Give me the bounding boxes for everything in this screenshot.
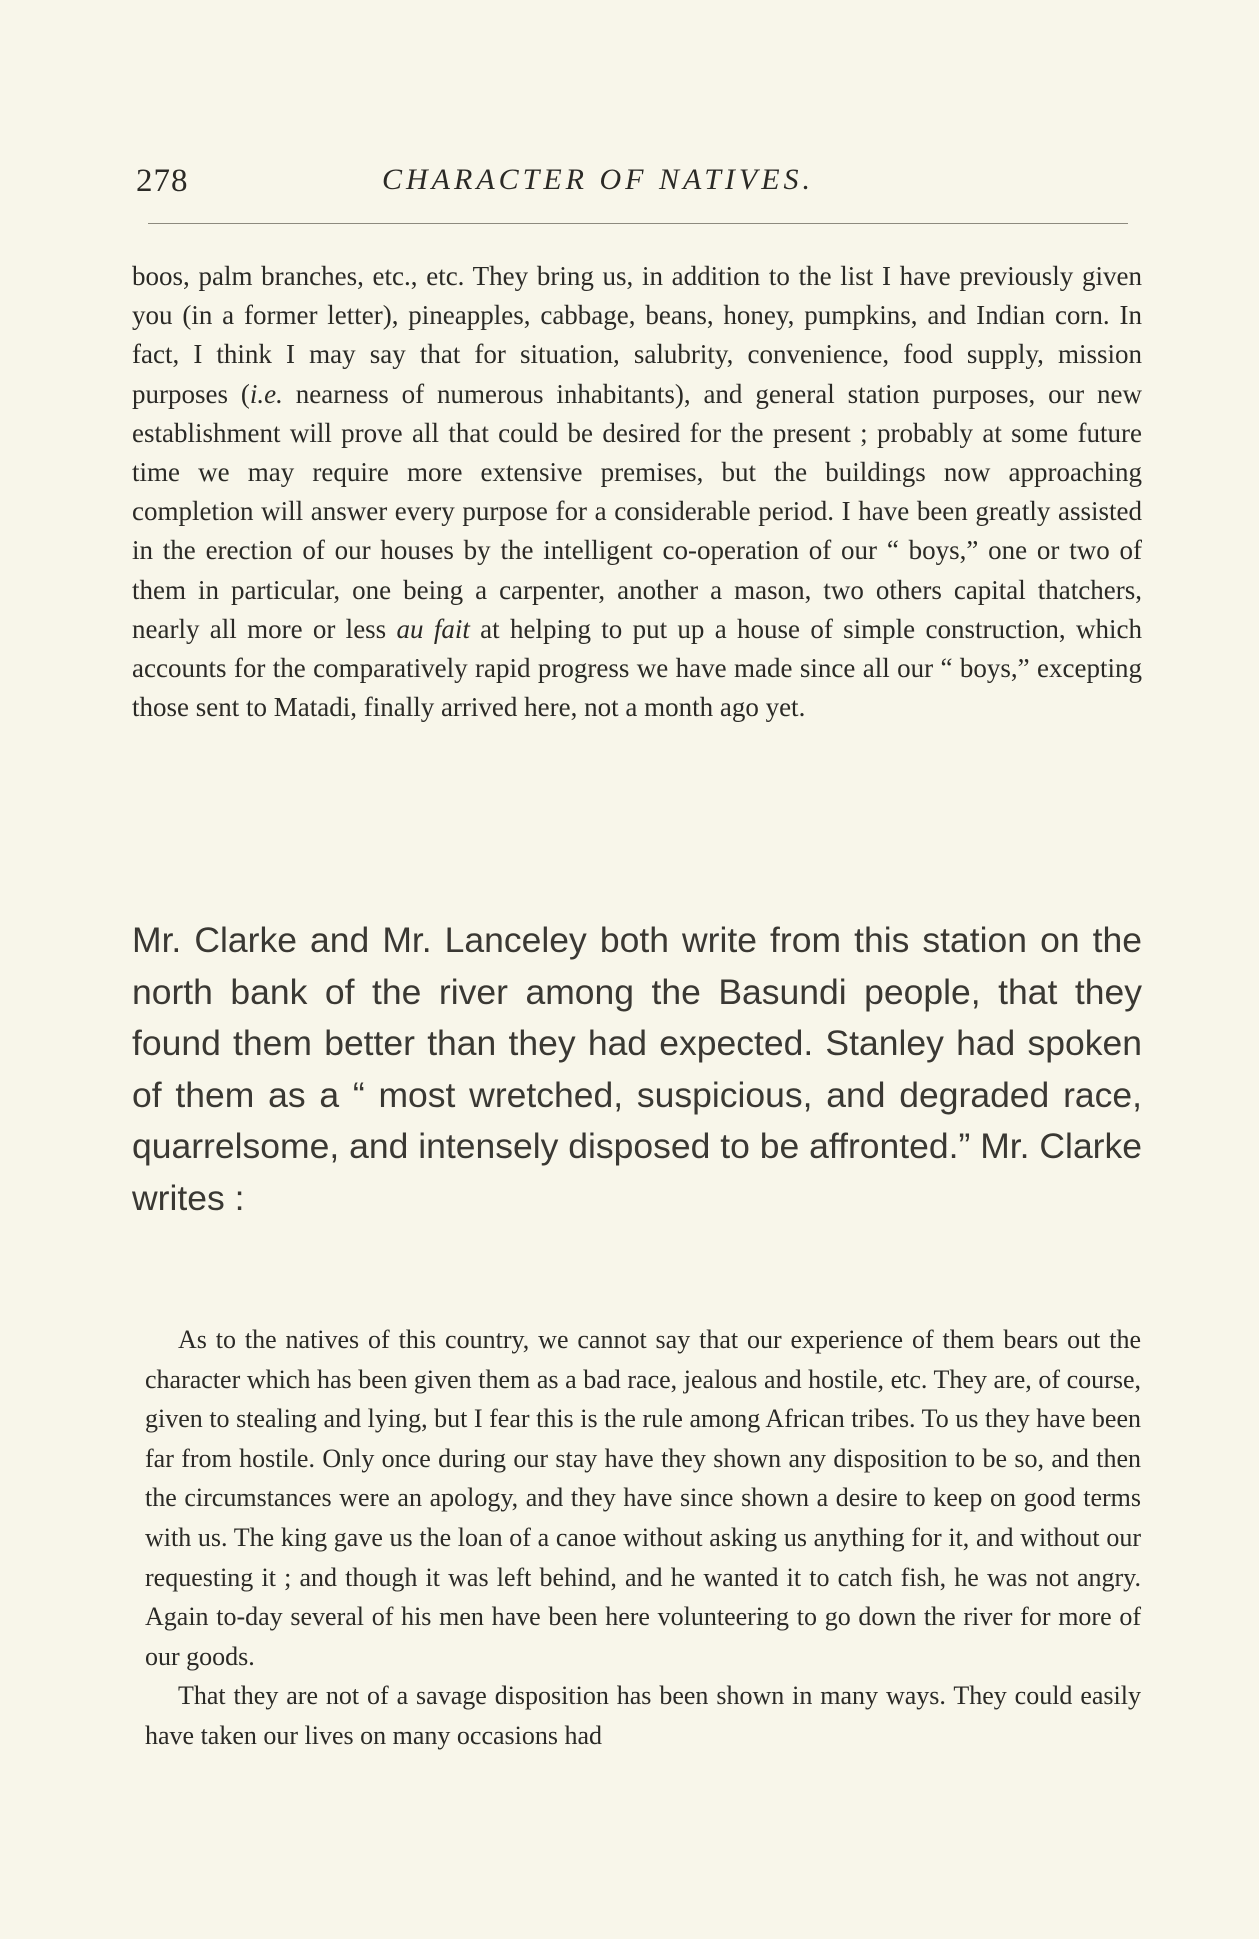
text-run: at helping to put up a house of simple construction, which accounts for the comparatively rapid progress we have made since all our “ boys,” excepting those sent to Matadi, finally arrived here, not a month ago yet. (132, 613, 1142, 723)
text-run-italic: au fait (396, 613, 470, 644)
running-title: CHARACTER OF NATIVES. (382, 163, 815, 196)
header-rule (148, 223, 1128, 224)
paragraph-text: Mr. Clarke and Mr. Lanceley both write from this station on the north bank of the river among the Basundi people, that they found them better than they had expected. Stanley had spoken of them as a “ most wretched, suspicious, and degraded race, quarrelsome, and intensely disposed to be affronted.” Mr. Clarke writes : (132, 920, 1142, 1218)
paragraph-letter-excerpt (132, 257, 1142, 727)
page-number: 278 (136, 163, 189, 199)
paragraph-narrative (132, 915, 1142, 1224)
paragraph-text: As to the natives of this country, we cannot say that our experience of them bears out the character which has been given them as a bad race, jealous and hostile, etc. They are, of course, given to stealing and lying, but I fear this is the rule among African tribes. To us they have been far from hostile. Only once during our stay have they shown any disposition to be so, and then the circumstances were an apology, and they have since shown a desire to keep on good terms with us. The king gave us the loan of a canoe without asking us anything for it, and without our requesting it ; and though it was left behind, and he wanted it to catch fish, he was not angry. Again to-day several of his men have been here volunteering to go down the river for more of our goods. (145, 1325, 1141, 1671)
paragraph-text: That they are not of a savage disposition has been shown in many ways. They could easily have taken our lives on many occasions had (145, 1681, 1141, 1750)
text-run: nearness of numerous inhabitants), and general station purposes, our new establishment will prove all that could be desired for the present ; probably at some future time we may require more extensive premises, but the buildings now approaching completion will answer every purpose for a considerable period. I have been greatly assisted in the erection of our houses by the intelligent co-operation of our “ boys,” one or two of them in particular, one being a carpenter, another a mason, two others capital thatchers, nearly all more or less (132, 378, 1143, 644)
paragraph-quotation (145, 1320, 1141, 1756)
text-run: boos, palm branches, etc., etc. They bring us, in addition to the list I have previously given you (in a former letter), pineapples, cabbage, beans, honey, pumpkins, and Indian corn. In fact, I think I may say that for situation, salubrity, convenience, food supply, mission purposes ( (132, 261, 1142, 409)
paragraph-text (132, 257, 1142, 727)
page-header (132, 155, 1142, 205)
text-run-italic: i.e. (249, 378, 283, 409)
